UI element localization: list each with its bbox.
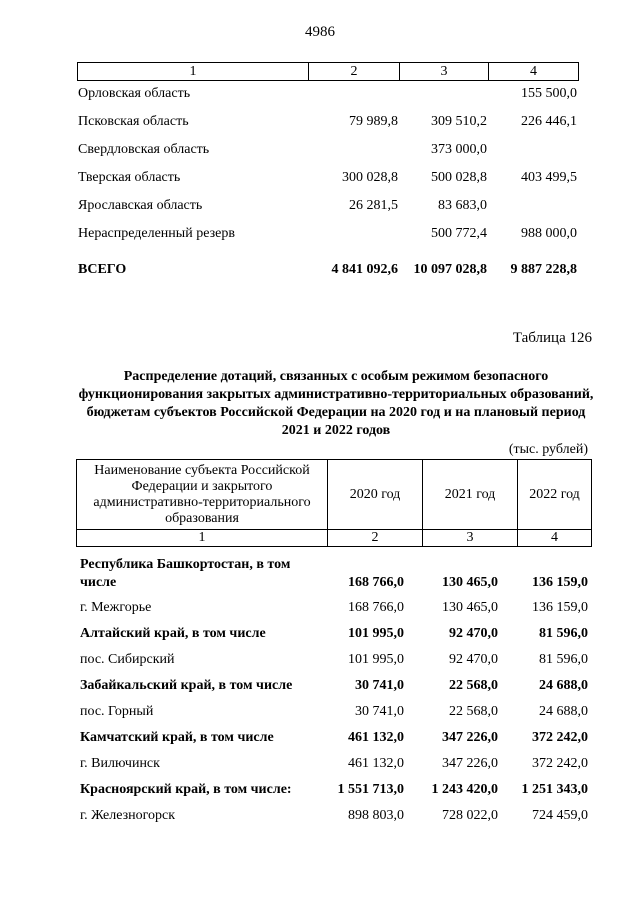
table2-row-2021: 22 568,0 xyxy=(449,678,498,693)
table2-row-2020: 101 995,0 xyxy=(348,652,404,667)
table2-row-2022: 1 251 343,0 xyxy=(521,782,588,797)
table2-row-2021: 130 465,0 xyxy=(442,575,498,590)
table2-units: (тыс. рублей) xyxy=(508,442,588,457)
table1-row-c3: 500 772,4 xyxy=(431,226,487,241)
table2-title: Распределение дотаций, связанных с особым режимом безопасного функционирования закрытых административно-территориальных образований, бюджетам субъектов Российской Федерации на 2020 год и на плановый период 2021 и 2022 годов xyxy=(78,369,594,438)
table2-row-2021: 347 226,0 xyxy=(442,730,498,745)
table1-row-c3: 309 510,2 xyxy=(431,114,487,129)
table2-row-name: Забайкальский край, в том числе xyxy=(80,678,293,693)
table1-row-c4: 988 000,0 xyxy=(521,226,577,241)
table1-header-col3: 3 xyxy=(399,63,488,80)
table1-total-c4: 9 887 228,8 xyxy=(510,262,577,277)
table1-row-c3: 83 683,0 xyxy=(438,198,487,213)
table2-col-2020: 2020 год xyxy=(328,460,423,530)
table2-col-2022: 2022 год xyxy=(518,460,592,530)
table2-col-2021: 2021 год xyxy=(423,460,518,530)
table1-header-col4: 4 xyxy=(488,63,578,80)
table2-row-2021: 130 465,0 xyxy=(442,600,498,615)
table2-row-name: пос. Сибирский xyxy=(80,652,175,667)
table1-row-name: Ярославская область xyxy=(78,198,203,213)
table1-total-label: ВСЕГО xyxy=(78,262,127,277)
table1-row-c2: 79 989,8 xyxy=(349,114,398,129)
table1-row-c3: 500 028,8 xyxy=(431,170,487,185)
table1-header-col1: 1 xyxy=(189,64,197,79)
table1-row-c2: 300 028,8 xyxy=(342,170,398,185)
table2-row-name: Красноярский край, в том числе: xyxy=(80,782,292,797)
table2-header xyxy=(76,459,592,547)
table1-row-name: Орловская область xyxy=(78,86,191,101)
table2-index-2: 2 xyxy=(328,530,423,547)
table2-label: Таблица 126 xyxy=(512,330,592,346)
table2-row-2022: 136 159,0 xyxy=(532,600,588,615)
table2-row-name: Алтайский край, в том числе xyxy=(80,626,266,641)
table2-row-2020: 1 551 713,0 xyxy=(337,782,404,797)
table2-row-2022: 24 688,0 xyxy=(539,704,588,719)
table2-index-4: 4 xyxy=(518,530,592,547)
table2-row-2022: 81 596,0 xyxy=(539,652,588,667)
table2-row-2021: 1 243 420,0 xyxy=(431,782,498,797)
table2-row-2022: 372 242,0 xyxy=(532,756,588,771)
table1-row-c3: 373 000,0 xyxy=(431,142,487,157)
table2-row-name: Республика Башкортостан, в том xyxy=(80,557,291,572)
table1-header xyxy=(77,62,579,81)
table2-row-name-cont: числе xyxy=(80,575,117,590)
table1-row-c2: 26 281,5 xyxy=(349,198,398,213)
table2-row-2020: 168 766,0 xyxy=(348,600,404,615)
table1-row-name: Свердловская область xyxy=(78,142,210,157)
table2-row-2021: 728 022,0 xyxy=(442,808,498,823)
table2-row-name: г. Железногорск xyxy=(80,808,176,823)
table2-row-2020: 461 132,0 xyxy=(348,730,404,745)
table2-index-1: 1 xyxy=(77,530,328,547)
table1-header-col2: 2 xyxy=(308,63,399,80)
page-number: 4986 xyxy=(305,24,335,40)
table2-row-2021: 22 568,0 xyxy=(449,704,498,719)
table1-row-name: Псковская область xyxy=(78,114,189,129)
table2-col-name: Наименование субъекта Российской Федерации и закрытого административно-территориального образования xyxy=(77,460,328,530)
table2-row-2022: 24 688,0 xyxy=(539,678,588,693)
table2-row-2022: 372 242,0 xyxy=(532,730,588,745)
table2-row-2020: 898 803,0 xyxy=(348,808,404,823)
table1-row-name: Тверская область xyxy=(78,170,181,185)
table1-row-c4: 403 499,5 xyxy=(521,170,577,185)
table1-row-c4: 226 446,1 xyxy=(521,114,577,129)
table2-row-2022: 724 459,0 xyxy=(532,808,588,823)
table2-row-name: г. Межгорье xyxy=(80,600,152,615)
table2-index-3: 3 xyxy=(423,530,518,547)
table2-row-name: Камчатский край, в том числе xyxy=(80,730,274,745)
table1-row-name: Нераспределенный резерв xyxy=(78,226,235,241)
table2-row-2022: 136 159,0 xyxy=(532,575,588,590)
table2-row-2021: 347 226,0 xyxy=(442,756,498,771)
table2-row-name: г. Вилючинск xyxy=(80,756,160,771)
table2-row-2020: 30 741,0 xyxy=(355,678,404,693)
table2-row-name: пос. Горный xyxy=(80,704,154,719)
table2-row-2021: 92 470,0 xyxy=(449,652,498,667)
table1-row-c4: 155 500,0 xyxy=(521,86,577,101)
table2-row-2020: 461 132,0 xyxy=(348,756,404,771)
table2-row-2021: 92 470,0 xyxy=(449,626,498,641)
table2-row-2022: 81 596,0 xyxy=(539,626,588,641)
table1-total-c3: 10 097 028,8 xyxy=(413,262,487,277)
table1-total-c2: 4 841 092,6 xyxy=(331,262,398,277)
table2-row-2020: 168 766,0 xyxy=(348,575,404,590)
table2-row-2020: 101 995,0 xyxy=(348,626,404,641)
table2-row-2020: 30 741,0 xyxy=(355,704,404,719)
